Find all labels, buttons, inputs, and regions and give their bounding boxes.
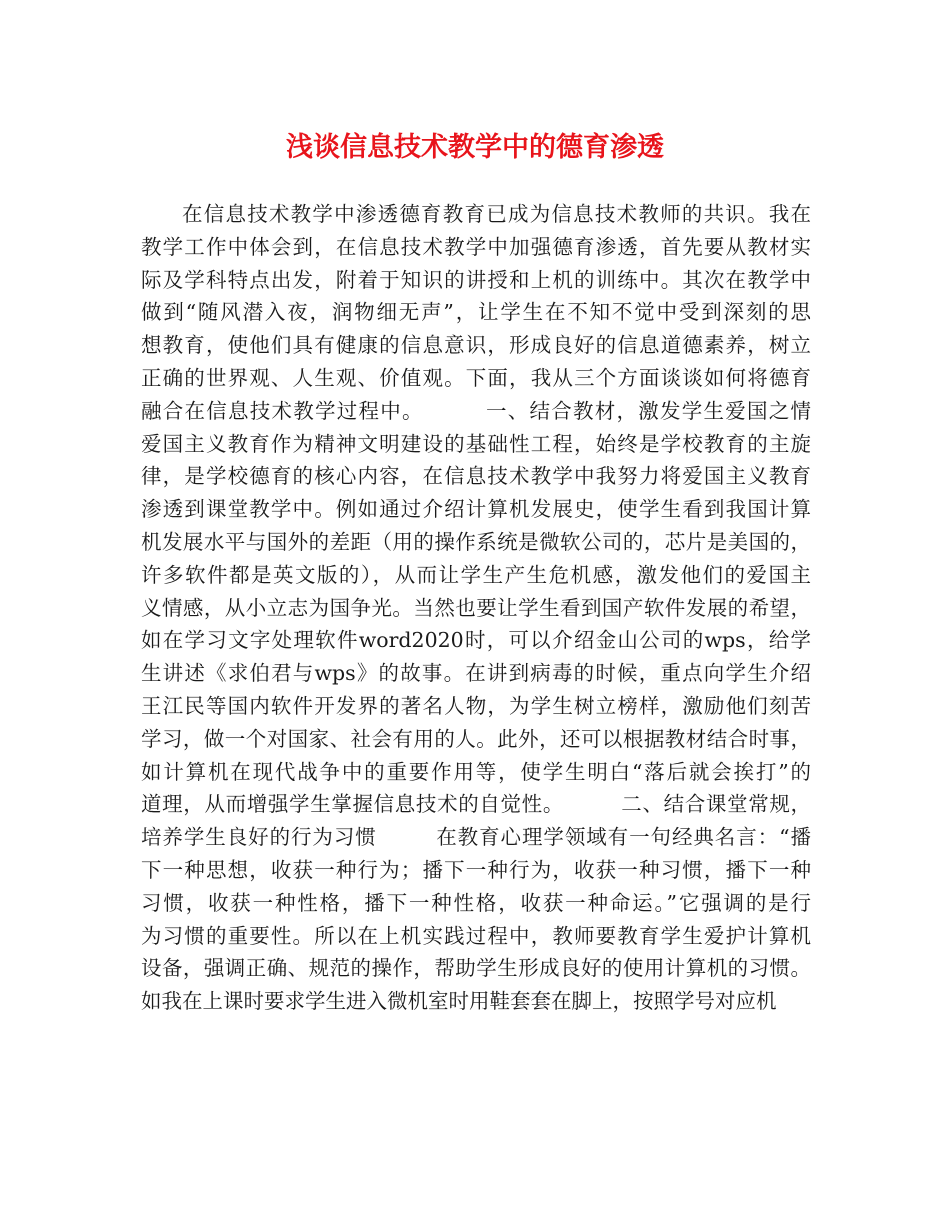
body-line: 如我在上课时要求学生进入微机室时用鞋套套在脚上，按照学号对应机 bbox=[141, 989, 777, 1014]
body-line: 正确的世界观、人生观、价值观。下面，我从三个方面谈谈如何将德育 bbox=[141, 365, 811, 390]
document-title: 浅谈信息技术教学中的德育渗透 bbox=[286, 132, 664, 163]
body-line: 机发展水平与国外的差距（用的操作系统是微软公司的，芯片是美国的， bbox=[141, 529, 811, 554]
body-line: 想教育，使他们具有健康的信息意识，形成良好的信息道德素养，树立 bbox=[141, 333, 811, 358]
body-line: 融合在信息技术教学过程中。 一、结合教材，激发学生爱国之情 bbox=[141, 398, 811, 423]
body-line: 学习，做一个对国家、社会有用的人。此外，还可以根据教材结合时事， bbox=[141, 726, 811, 751]
body-line: 在信息技术教学中渗透德育教育已成为信息技术教师的共识。我在 bbox=[182, 202, 811, 226]
body-line: 渗透到课堂教学中。例如通过介绍计算机发展史，使学生看到我国计算 bbox=[141, 497, 811, 522]
body-line: 道理，从而增强学生掌握信息技术的自觉性。 二、结合课堂常规， bbox=[141, 792, 811, 817]
document-body bbox=[141, 198, 811, 1018]
body-line: 为习惯的重要性。所以在上机实践过程中，教师要教育学生爱护计算机 bbox=[141, 923, 811, 948]
body-line: 许多软件都是英文版的），从而让学生产生危机感，激发他们的爱国主 bbox=[141, 562, 811, 587]
body-line: 际及学科特点出发，附着于知识的讲授和上机的训练中。其次在教学中 bbox=[141, 267, 811, 292]
body-line: 设备，强调正确、规范的操作，帮助学生形成良好的使用计算机的习惯。 bbox=[141, 956, 811, 981]
body-line: 教学工作中体会到，在信息技术教学中加强德育渗透，首先要从教材实 bbox=[141, 234, 811, 259]
body-line: 培养学生良好的行为习惯 在教育心理学领域有一句经典名言：“播 bbox=[141, 825, 811, 850]
body-line: 爱国主义教育作为精神文明建设的基础性工程，始终是学校教育的主旋 bbox=[141, 431, 811, 456]
body-line: 生讲述《求伯君与wps》的故事。在讲到病毒的时候，重点向学生介绍 bbox=[141, 661, 811, 686]
body-line: 律，是学校德育的核心内容，在信息技术教学中我努力将爱国主义教育 bbox=[141, 464, 811, 489]
body-line: 习惯，收获一种性格，播下一种性格，收获一种命运。”它强调的是行 bbox=[141, 890, 811, 915]
body-line: 如在学习文字处理软件word2020时，可以介绍金山公司的wps，给学 bbox=[141, 628, 811, 653]
body-line: 做到“随风潜入夜，润物细无声”，让学生在不知不觉中受到深刻的思 bbox=[141, 300, 811, 325]
body-line: 王江民等国内软件开发界的著名人物，为学生树立榜样，激励他们刻苦 bbox=[141, 693, 811, 718]
body-line: 如计算机在现代战争中的重要作用等，使学生明白“落后就会挨打”的 bbox=[141, 759, 811, 784]
body-line: 下一种思想，收获一种行为；播下一种行为，收获一种习惯，播下一种 bbox=[141, 857, 811, 882]
body-line: 义情感，从小立志为国争光。当然也要让学生看到国产软件发展的希望， bbox=[141, 595, 811, 620]
